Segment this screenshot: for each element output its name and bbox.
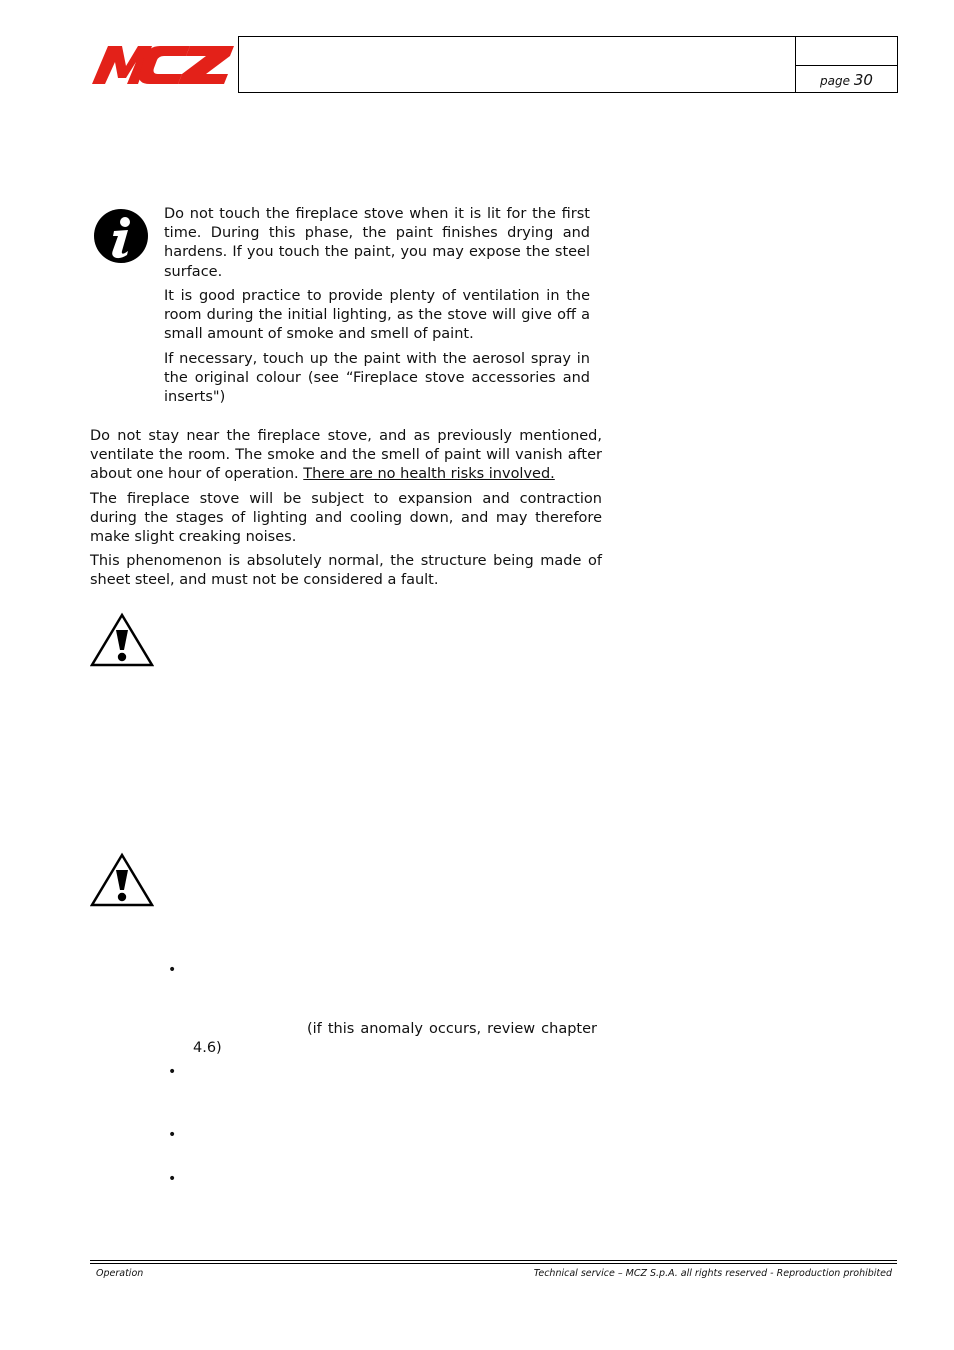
bullet-point: • [168,1064,177,1080]
body-paragraph [90,427,602,485]
underlined-text: There are no health risks involved. [303,466,555,483]
mcz-logo [92,42,234,88]
header-divider [796,65,897,66]
warning-triangle-icon [90,852,154,908]
footer-section-label: Operation [96,1268,144,1279]
body-paragraph: This phenomenon is absolutely normal, the structure being made of sheet steel, and must not be considered a fault. [90,553,602,589]
footer-rule [90,1260,897,1261]
warning-triangle-icon [90,612,154,668]
bullet-point: • [168,962,177,978]
page-number [796,71,897,89]
info-paragraph: Do not touch the fireplace stove when it is lit for the first time. During this phase, the paint finishes drying and hardens. If you touch the paint, you may expose the steel surface. [164,206,590,280]
bullet-point: • [168,1127,177,1143]
footer-copyright: Technical service – MCZ S.p.A. all rights reserved - Reproduction prohibited [533,1268,892,1279]
info-paragraph: It is good practice to provide plenty of ventilation in the room during the initial lighting, as the stove will give off a small amount of smoke and smell of paint. [164,288,590,343]
bullet-point: • [168,1171,177,1187]
page-number-value: 30 [853,71,873,89]
list-item-text: (if this anomaly occurs, review chapter [307,1021,597,1037]
page-label: page [820,74,851,88]
footer-rule [90,1263,897,1264]
body-paragraph: The fireplace stove will be subject to expansion and contraction during the stages of lighting and cooling down, and may therefore make slight creaking noises. [90,491,602,546]
body-text: Do not stay near the fireplace stove, and as previously mentioned, ventilate the room. The smoke and the smell of paint will vanish after about one hour of operation. [90,428,602,483]
info-paragraph: If necessary, touch up the paint with the aerosol spray in the original colour (see “Fireplace stove accessories and inserts") [164,351,590,406]
info-icon [92,207,150,265]
list-item-text: 4.6) [193,1040,222,1056]
